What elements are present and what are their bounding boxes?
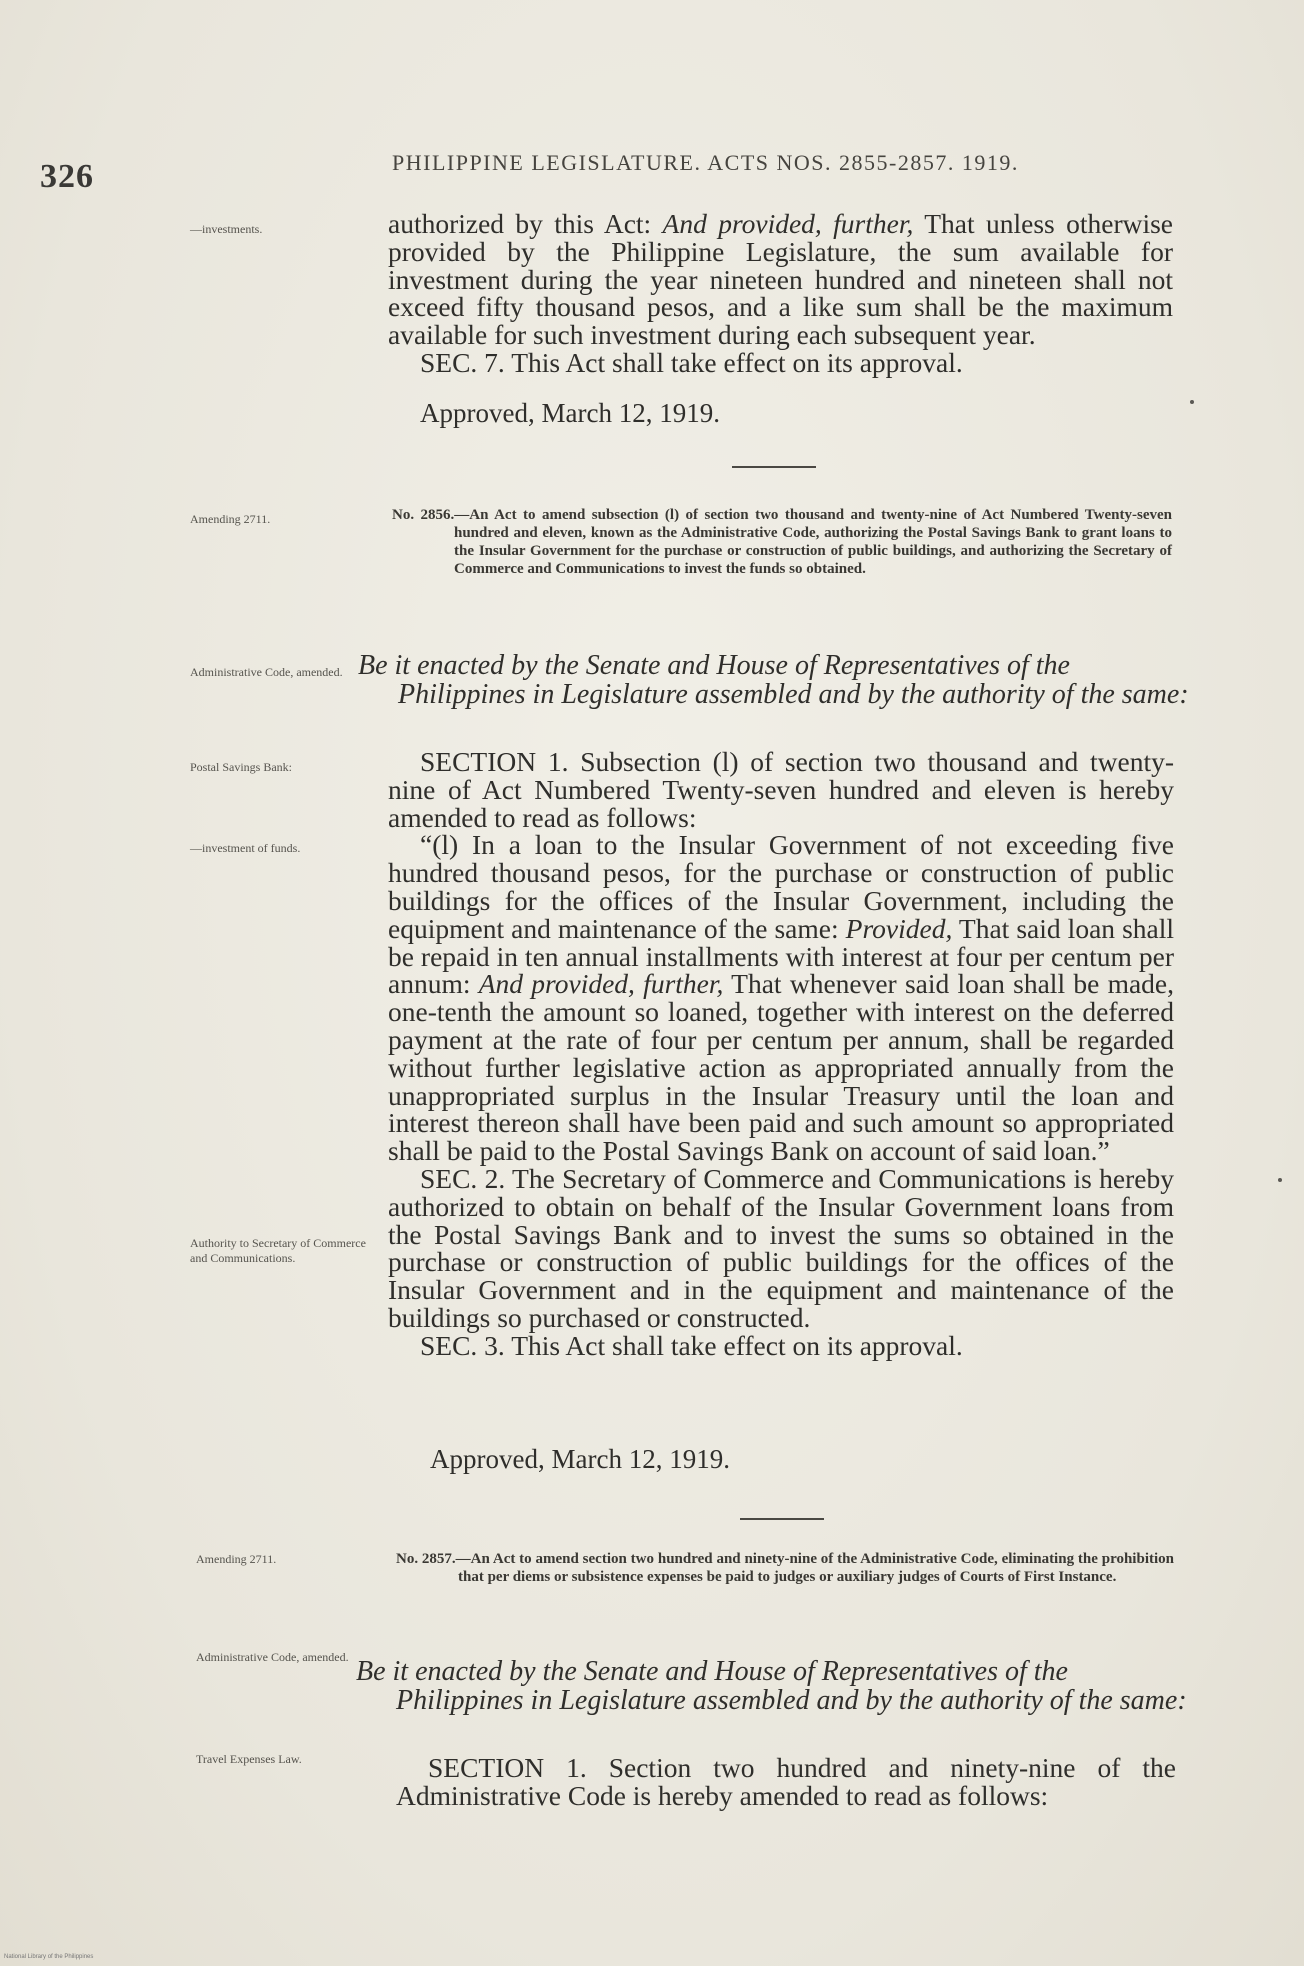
margin-note-admin-code: Administrative Code, amended. xyxy=(190,665,343,679)
running-head: PHILIPPINE LEGISLATURE. ACTS NOS. 2855-2857. 1919. xyxy=(392,150,1019,175)
margin-note-investment-funds: —investment of funds. xyxy=(190,841,301,855)
quote-provided: Provided, xyxy=(845,912,953,944)
footer-credit: National Library of the Philippines xyxy=(4,1954,94,1960)
scan-speck xyxy=(1278,1178,1282,1182)
act-2855-text-rest: That unless otherwise provided by the Philippine Legislature, the sum available for investment during the year nineteen hundred and nineteen shall not exceed fifty thousand pesos, and a like sum shall be the maximum available for such investment during each subsequent year. xyxy=(388,208,1174,351)
margin-note-amending-2711: Amending 2711. xyxy=(190,512,271,526)
act-2857-title xyxy=(396,1550,1174,1586)
margin-note-admin-code-b: Administrative Code, amended. xyxy=(196,1650,349,1664)
act-2857-body xyxy=(396,1754,1176,1810)
quote-part-c: That whenever said loan shall be made, one-tenth the amount so loaned, together with interest on the deferred payment at the rate of four per centum per annum, shall be regarded without further legislative action as appropriated annually from the unappropriated surplus in the Insular Treasury until the loan and interest thereon shall have been paid and such amount so appropriated shall be paid to the Postal Savings Bank on account of said loan.” xyxy=(388,968,1174,1167)
act-2857-enacting-clause: Be it enacted by the Senate and House of Representatives of the Philippines in Legislature assembled and by the authority of the same: xyxy=(356,1656,1187,1716)
margin-note-amending-2711-b: Amending 2711. xyxy=(196,1552,277,1566)
section-divider-2 xyxy=(740,1518,824,1520)
act-2855-text-italic: And provided, further, xyxy=(662,208,914,239)
margin-note-authority: Authority to Secretary of Commerce and Communications. xyxy=(190,1236,366,1265)
act-2856-approved: Approved, March 12, 1919. xyxy=(430,1444,730,1474)
act-2856-section-1: SECTION 1. Subsection (l) of section two thousand and twenty-nine of Act Numbered Twenty-seven hundred and eleven is hereby amended to read as follows: xyxy=(388,746,1174,833)
act-2857-section-1: SECTION 1. Section two hundred and ninety-nine of the Administrative Code is hereby amended to read as follows: xyxy=(396,1752,1176,1811)
section-divider xyxy=(732,466,816,468)
margin-note-postal-savings: Postal Savings Bank: xyxy=(190,760,293,774)
act-2856-section-2: SEC. 2. The Secretary of Commerce and Communications is hereby authorized to obtain on behalf of the Insular Government loans from the Postal Savings Bank and to invest the sums so obtained in the purchase or construction of public buildings for the offices of the Insular Government and in the equipment and maintenance of the buildings so purchased or constructed. xyxy=(388,1162,1174,1333)
quote-provided-further: And provided, further, xyxy=(478,968,724,1000)
margin-note-travel-expenses: Travel Expenses Law. xyxy=(196,1752,302,1766)
quote-part-b: That said loan shall be repaid in ten annual installments with interest at four per centum per annum: xyxy=(388,912,1175,1000)
margin-note-investments: —investments. xyxy=(190,222,263,236)
act-2856-title xyxy=(392,506,1172,578)
act-2856-title-text: No. 2856.—An Act to amend subsection (l) of section two thousand and twenty-nine of Act Numbered Twenty-seven hundred and eleven, known as the Administrative Code, authorizing the Postal Savings Bank to grant loans to the Insular Government for the purchase or construction of public buildings, and authorizing the Secretary of Commerce and Communications to invest the funds so obtained. xyxy=(392,507,1172,577)
act-2855-approved: Approved, March 12, 1919. xyxy=(420,398,720,428)
act-2855-text-lead: authorized by this Act: xyxy=(388,208,663,239)
act-2855-sec7: SEC. 7. This Act shall take effect on its approval. xyxy=(420,346,963,378)
page-number: 326 xyxy=(40,158,94,195)
act-2856-quoted-subsection xyxy=(388,831,1174,1165)
act-2855-text xyxy=(388,210,1173,377)
quote-part-a: “(l) In a loan to the Insular Government of not exceeding five hundred thousand pesos, for the purchase or construction of public buildings for the offices of the Insular Government, including the equipment and maintenance of the same: xyxy=(388,829,1174,944)
act-2857-title-text: No. 2857.—An Act to amend section two hundred and ninety-nine of the Administrative Code, eliminating the prohibition that per diems or subsistence expenses be paid to judges or auxiliary judges of Courts of First Instance. xyxy=(396,1551,1174,1585)
act-2856-enacting-clause: Be it enacted by the Senate and House of Representatives of the Philippines in Legislature assembled and by the authority of the same: xyxy=(358,650,1189,710)
scan-speck xyxy=(1190,400,1194,404)
act-2856-body xyxy=(388,748,1174,1360)
act-2856-section-3: SEC. 3. This Act shall take effect on its approval. xyxy=(420,1329,963,1361)
